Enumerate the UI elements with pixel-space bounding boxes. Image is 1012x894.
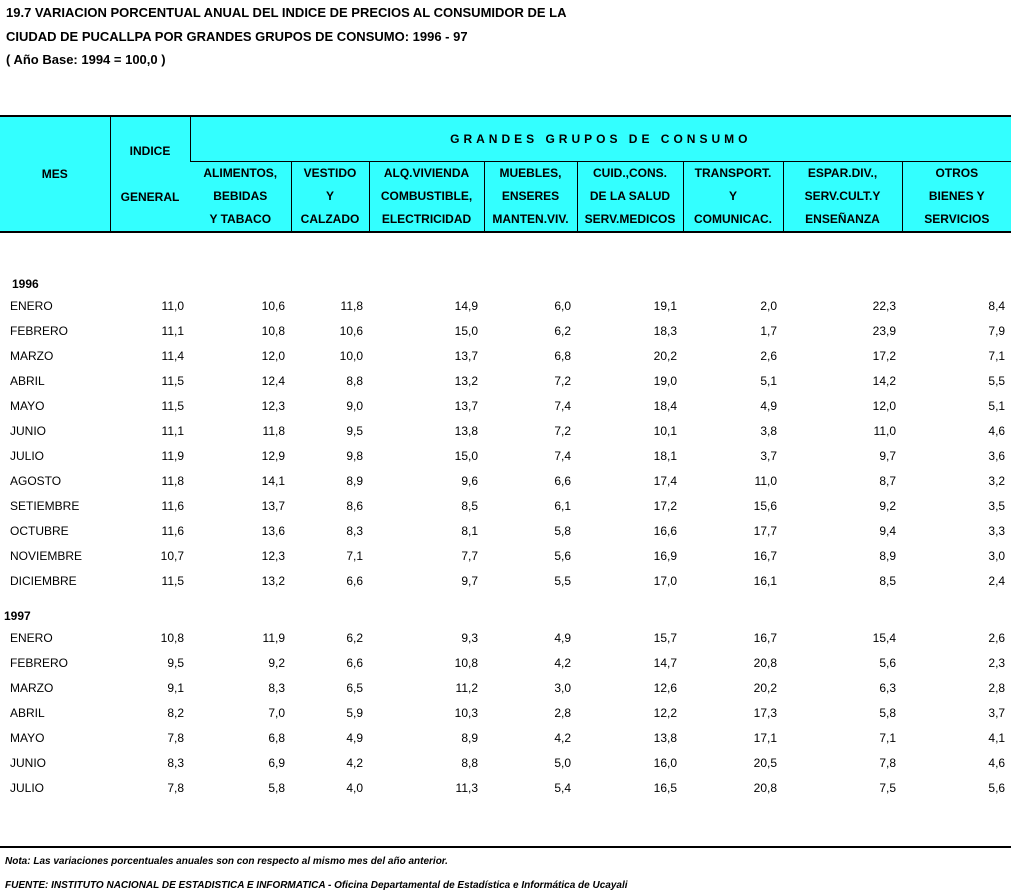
month-cell: MAYO: [10, 730, 45, 745]
value-cell: 20,2: [653, 348, 677, 363]
value-cell: 11,6: [161, 498, 184, 513]
value-cell: 7,0: [268, 705, 285, 720]
table-row: [0, 675, 1011, 700]
value-cell: 4,9: [760, 398, 777, 413]
value-cell: 11,1: [161, 323, 184, 338]
value-cell: 18,1: [653, 448, 677, 463]
value-cell: 20,2: [753, 680, 777, 695]
value-cell: 9,1: [167, 680, 184, 695]
year-label: 1996: [12, 277, 39, 291]
value-cell: 11,2: [455, 680, 478, 695]
month-cell: ABRIL: [10, 373, 45, 388]
header-group-line: VESTIDO: [303, 166, 357, 180]
header-group-line: MANTEN.VIV.: [492, 212, 569, 226]
value-cell: 12,3: [261, 548, 285, 563]
value-cell: 12,6: [653, 680, 677, 695]
value-cell: 10,6: [261, 298, 285, 313]
table-row: [0, 543, 1011, 568]
value-cell: 4,2: [554, 730, 571, 745]
header-group-line: ALQ.VIVIENDA: [383, 166, 470, 180]
value-cell: 3,2: [988, 473, 1006, 488]
table-body: [0, 232, 1011, 800]
value-cell: 6,3: [879, 680, 896, 695]
value-cell: 17,1: [753, 730, 777, 745]
value-cell: 12,9: [261, 448, 285, 463]
value-cell: 3,8: [760, 423, 777, 438]
value-cell: 5,8: [554, 523, 571, 538]
month-cell: SETIEMBRE: [10, 498, 80, 513]
month-cell: NOVIEMBRE: [10, 548, 83, 563]
value-cell: 5,6: [554, 548, 571, 563]
value-cell: 7,1: [346, 548, 363, 563]
value-cell: 5,9: [346, 705, 363, 720]
value-cell: 10,7: [160, 548, 184, 563]
value-cell: 14,2: [872, 373, 896, 388]
year-label: 1997: [4, 609, 31, 623]
value-cell: 17,3: [753, 705, 777, 720]
value-cell: 7,2: [554, 373, 571, 388]
header-group-line: Y: [325, 189, 334, 203]
value-cell: 20,5: [753, 755, 777, 770]
value-cell: 12,0: [261, 348, 285, 363]
table-row: [0, 418, 1011, 443]
header-group-5: [577, 162, 683, 233]
value-cell: 7,8: [167, 730, 184, 745]
value-cell: 9,4: [879, 523, 896, 538]
month-cell: DICIEMBRE: [10, 573, 77, 588]
value-cell: 3,0: [988, 548, 1006, 563]
value-cell: 11,1: [161, 423, 184, 438]
header-group-line: CALZADO: [300, 212, 360, 226]
value-cell: 6,2: [554, 323, 571, 338]
value-cell: 9,5: [167, 655, 184, 670]
value-cell: 11,5: [161, 398, 184, 413]
value-cell: 10,8: [261, 323, 285, 338]
header-group-2: [291, 162, 369, 233]
value-cell: 6,1: [554, 498, 571, 513]
header-group-line: MUEBLES,: [499, 166, 562, 180]
header-group-line: CUID.,CONS.: [592, 166, 667, 180]
month-cell: JULIO: [10, 448, 45, 463]
value-cell: 7,8: [167, 780, 184, 795]
value-cell: 11,5: [161, 573, 184, 588]
value-cell: 20,8: [753, 780, 777, 795]
header-group-line: BEBIDAS: [213, 189, 268, 203]
value-cell: 9,2: [268, 655, 285, 670]
value-cell: 4,0: [346, 780, 363, 795]
value-cell: 16,7: [753, 548, 777, 563]
value-cell: 9,3: [461, 630, 478, 645]
value-cell: 15,0: [454, 448, 478, 463]
value-cell: 2,6: [988, 630, 1006, 645]
value-cell: 3,5: [988, 498, 1006, 513]
value-cell: 2,6: [760, 348, 777, 363]
value-cell: 2,8: [988, 680, 1006, 695]
header-group-line: Y TABACO: [209, 212, 272, 226]
value-cell: 6,9: [268, 755, 285, 770]
header-group-line: COMBUSTIBLE,: [380, 189, 473, 203]
header-general-line: GENERAL: [120, 189, 180, 204]
value-cell: 7,1: [879, 730, 896, 745]
header-group-line: DE LA SALUD: [589, 189, 671, 203]
value-cell: 3,7: [760, 448, 777, 463]
footer-rule: [0, 846, 1011, 848]
header-group-line: Y: [728, 189, 737, 203]
value-cell: 8,7: [879, 473, 896, 488]
table-row: [0, 650, 1011, 675]
value-cell: 2,0: [760, 298, 777, 313]
header-group-line: ENSEÑANZA: [805, 212, 880, 226]
value-cell: 5,1: [760, 373, 777, 388]
value-cell: 8,2: [167, 705, 184, 720]
value-cell: 11,9: [262, 630, 285, 645]
header-group-4: [484, 162, 577, 233]
table-row: [0, 493, 1011, 518]
value-cell: 7,4: [554, 398, 571, 413]
value-cell: 17,7: [753, 523, 777, 538]
value-cell: 14,1: [261, 473, 285, 488]
value-cell: 5,8: [879, 705, 896, 720]
value-cell: 6,2: [346, 630, 363, 645]
value-cell: 9,6: [461, 473, 478, 488]
month-cell: JUNIO: [10, 423, 46, 438]
value-cell: 3,3: [988, 523, 1006, 538]
value-cell: 4,9: [554, 630, 571, 645]
value-cell: 14,9: [454, 298, 478, 313]
table-row: [0, 750, 1011, 775]
value-cell: 4,9: [346, 730, 363, 745]
table-title-line-2: CIUDAD DE PUCALLPA POR GRANDES GRUPOS DE CONSUMO: 1996 - 97: [6, 29, 468, 44]
value-cell: 6,6: [346, 573, 363, 588]
value-cell: 10,3: [454, 705, 478, 720]
header-group-6: [683, 162, 783, 233]
month-cell: JULIO: [10, 780, 45, 795]
value-cell: 13,6: [261, 523, 285, 538]
value-cell: 8,9: [879, 548, 896, 563]
value-cell: 2,4: [988, 573, 1006, 588]
table-row: [0, 393, 1011, 418]
header-group-8: [902, 162, 1011, 233]
ipc-table: [0, 115, 1011, 800]
table-row: [0, 518, 1011, 543]
value-cell: 11,9: [161, 448, 184, 463]
table-row: [0, 443, 1011, 468]
value-cell: 2,3: [988, 655, 1006, 670]
value-cell: 7,2: [554, 423, 571, 438]
value-cell: 8,8: [346, 373, 363, 388]
header-group-1: [190, 162, 291, 233]
value-cell: 12,3: [261, 398, 285, 413]
value-cell: 9,0: [346, 398, 363, 413]
month-cell: JUNIO: [10, 755, 46, 770]
value-cell: 5,6: [988, 780, 1006, 795]
value-cell: 8,5: [461, 498, 478, 513]
value-cell: 8,4: [988, 298, 1006, 313]
value-cell: 13,2: [454, 373, 478, 388]
table-row: [0, 568, 1011, 593]
header-indice-general: [110, 116, 190, 232]
value-cell: 4,6: [988, 423, 1006, 438]
value-cell: 13,8: [653, 730, 677, 745]
value-cell: 15,4: [872, 630, 896, 645]
value-cell: 3,6: [988, 448, 1006, 463]
table-base-year: ( Año Base: 1994 = 100,0 ): [6, 52, 166, 67]
value-cell: 11,0: [754, 473, 777, 488]
table-row: [0, 725, 1011, 750]
value-cell: 8,9: [346, 473, 363, 488]
value-cell: 4,1: [988, 730, 1006, 745]
value-cell: 17,4: [653, 473, 677, 488]
value-cell: 13,7: [261, 498, 285, 513]
value-cell: 8,6: [346, 498, 363, 513]
table-row: [0, 368, 1011, 393]
value-cell: 5,6: [879, 655, 896, 670]
value-cell: 20,8: [753, 655, 777, 670]
value-cell: 22,3: [872, 298, 896, 313]
value-cell: 13,7: [454, 398, 478, 413]
value-cell: 11,5: [161, 373, 184, 388]
value-cell: 15,0: [454, 323, 478, 338]
value-cell: 16,5: [653, 780, 677, 795]
value-cell: 5,5: [988, 373, 1006, 388]
value-cell: 15,7: [653, 630, 677, 645]
value-cell: 2,8: [554, 705, 571, 720]
value-cell: 6,8: [554, 348, 571, 363]
value-cell: 8,1: [461, 523, 478, 538]
header-mes: MES: [0, 116, 110, 232]
value-cell: 11,0: [161, 298, 184, 313]
value-cell: 23,9: [872, 323, 896, 338]
footnote-nota: Nota: Las variaciones porcentuales anuales son con respecto al mismo mes del año anterior.: [5, 856, 448, 867]
value-cell: 6,8: [268, 730, 285, 745]
value-cell: 10,8: [160, 630, 184, 645]
month-cell: ENERO: [10, 630, 53, 645]
value-cell: 10,1: [653, 423, 677, 438]
header-group-line: ENSERES: [501, 189, 560, 203]
month-cell: OCTUBRE: [10, 523, 69, 538]
value-cell: 9,7: [461, 573, 478, 588]
value-cell: 11,3: [455, 780, 478, 795]
value-cell: 13,7: [454, 348, 478, 363]
month-cell: MAYO: [10, 398, 45, 413]
value-cell: 7,7: [461, 548, 478, 563]
table-title-line-1: 19.7 VARIACION PORCENTUAL ANUAL DEL INDICE DE PRECIOS AL CONSUMIDOR DE LA: [6, 5, 567, 20]
value-cell: 4,2: [346, 755, 363, 770]
value-cell: 12,2: [653, 705, 677, 720]
header-group-line: BIENES Y: [928, 189, 985, 203]
value-cell: 17,2: [872, 348, 896, 363]
header-group-line: SERV.MEDICOS: [584, 212, 676, 226]
value-cell: 6,6: [346, 655, 363, 670]
value-cell: 16,7: [753, 630, 777, 645]
value-cell: 9,8: [346, 448, 363, 463]
value-cell: 7,8: [879, 755, 896, 770]
value-cell: 11,0: [873, 423, 896, 438]
value-cell: 7,9: [988, 323, 1006, 338]
header-group-line: ESPAR.DIV.,: [807, 166, 878, 180]
value-cell: 19,1: [653, 298, 677, 313]
value-cell: 13,8: [454, 423, 478, 438]
footnote-fuente: FUENTE: INSTITUTO NACIONAL DE ESTADISTICA E INFORMATICA - Oficina Departamental de Estadística e Informática de Ucayali: [5, 880, 628, 891]
value-cell: 8,3: [346, 523, 363, 538]
value-cell: 3,0: [554, 680, 571, 695]
table-row: [0, 343, 1011, 368]
month-cell: MARZO: [10, 348, 54, 363]
value-cell: 18,4: [653, 398, 677, 413]
month-cell: ABRIL: [10, 705, 45, 720]
value-cell: 12,4: [261, 373, 285, 388]
table-row: [0, 700, 1011, 725]
value-cell: 9,2: [879, 498, 896, 513]
value-cell: 5,4: [554, 780, 571, 795]
value-cell: 7,4: [554, 448, 571, 463]
value-cell: 11,6: [161, 523, 184, 538]
value-cell: 6,0: [554, 298, 571, 313]
value-cell: 5,0: [554, 755, 571, 770]
month-cell: MARZO: [10, 680, 54, 695]
value-cell: 12,0: [872, 398, 896, 413]
value-cell: 5,5: [554, 573, 571, 588]
value-cell: 11,8: [262, 423, 285, 438]
value-cell: 15,6: [753, 498, 777, 513]
value-cell: 11,4: [161, 348, 184, 363]
header-group-line: SERV.CULT.Y: [804, 189, 881, 203]
header-group-line: TRANSPORT.: [694, 166, 772, 180]
value-cell: 4,2: [554, 655, 571, 670]
header-group-line: OTROS: [935, 166, 979, 180]
header-group-line: ELECTRICIDAD: [381, 212, 472, 226]
value-cell: 9,7: [879, 448, 896, 463]
header-group-line: ALIMENTOS,: [203, 166, 278, 180]
value-cell: 16,0: [653, 755, 677, 770]
value-cell: 8,8: [461, 755, 478, 770]
table-row: [0, 318, 1011, 343]
table-row: [0, 625, 1011, 650]
value-cell: 17,2: [653, 498, 677, 513]
value-cell: 8,3: [268, 680, 285, 695]
value-cell: 16,9: [653, 548, 677, 563]
header-group-line: SERVICIOS: [924, 212, 990, 226]
value-cell: 19,0: [653, 373, 677, 388]
value-cell: 4,6: [988, 755, 1006, 770]
value-cell: 10,8: [454, 655, 478, 670]
value-cell: 8,3: [167, 755, 184, 770]
header-group-3: [369, 162, 484, 233]
value-cell: 11,8: [161, 473, 184, 488]
value-cell: 5,1: [988, 398, 1006, 413]
value-cell: 14,7: [653, 655, 677, 670]
table-row: [0, 293, 1011, 318]
table-row: [0, 468, 1011, 493]
month-cell: FEBRERO: [10, 655, 69, 670]
value-cell: 16,6: [653, 523, 677, 538]
value-cell: 17,0: [653, 573, 677, 588]
value-cell: 10,6: [339, 323, 363, 338]
value-cell: 18,3: [653, 323, 677, 338]
value-cell: 7,1: [988, 348, 1006, 363]
value-cell: 3,7: [988, 705, 1006, 720]
month-cell: ENERO: [10, 298, 53, 313]
header-group-line: COMUNICAC.: [694, 212, 772, 226]
value-cell: 8,9: [461, 730, 478, 745]
value-cell: 6,5: [346, 680, 363, 695]
value-cell: 16,1: [753, 573, 777, 588]
value-cell: 5,8: [268, 780, 285, 795]
value-cell: 10,0: [339, 348, 363, 363]
table-row: [0, 775, 1011, 800]
value-cell: 11,8: [340, 298, 363, 313]
header-grandes-grupos: GRANDES GRUPOS DE CONSUMO: [190, 116, 1011, 162]
month-cell: AGOSTO: [10, 473, 62, 488]
table-header: [0, 116, 1011, 232]
header-group-7: [783, 162, 902, 233]
value-cell: 13,2: [261, 573, 285, 588]
value-cell: 9,5: [346, 423, 363, 438]
month-cell: FEBRERO: [10, 323, 69, 338]
value-cell: 1,7: [760, 323, 777, 338]
header-indice-line: INDICE: [129, 143, 171, 158]
value-cell: 6,6: [554, 473, 571, 488]
value-cell: 7,5: [879, 780, 896, 795]
value-cell: 8,5: [879, 573, 896, 588]
